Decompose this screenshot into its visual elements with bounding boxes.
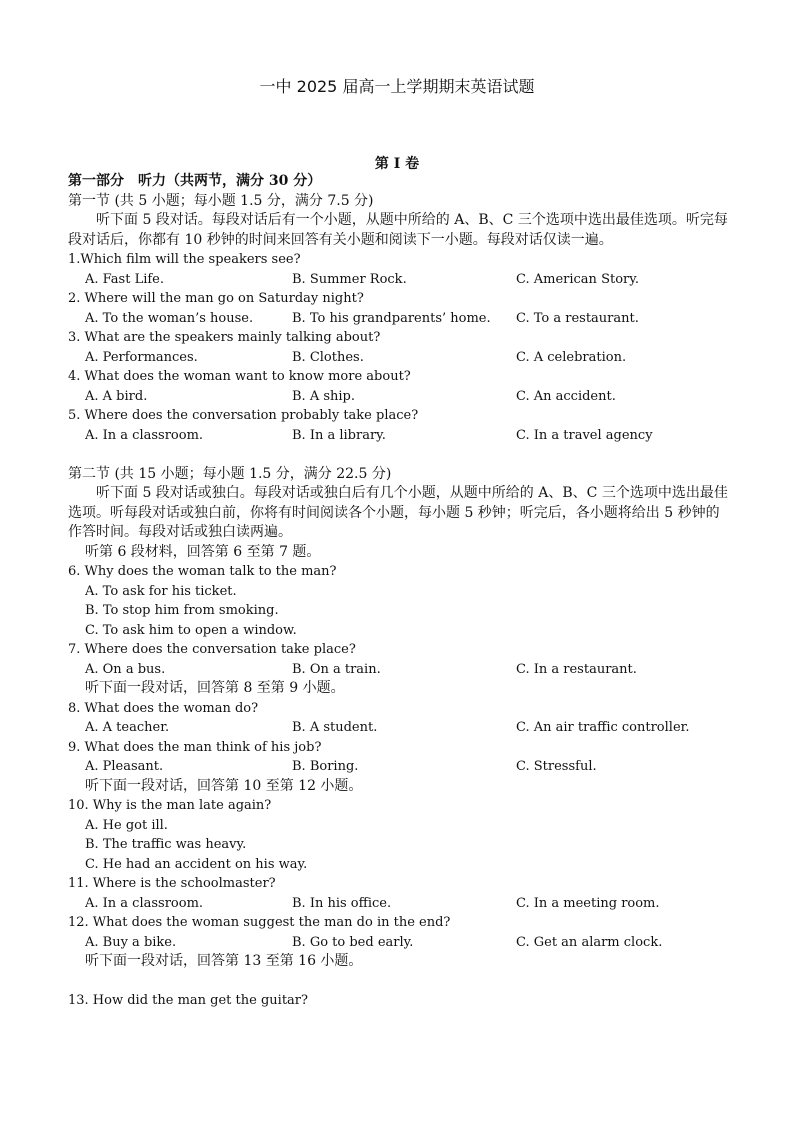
option-a: A. A bird. <box>85 388 148 404</box>
question-block-2 <box>68 289 728 328</box>
option-b: B. Go to bed early. <box>292 934 414 950</box>
option-a: A. To the woman’s house. <box>85 310 254 326</box>
material-instruction-8: 听下面一段对话，回答第 8 至第 9 小题。 <box>85 680 345 696</box>
option-a: A. To ask for his ticket. <box>85 583 237 599</box>
question-text: 11. Where is the schoolmaster? <box>68 876 276 891</box>
options-row <box>68 387 728 407</box>
option-b: B. Summer Rock. <box>292 271 407 287</box>
question-text: 5. Where does the conversation probably take place? <box>68 408 419 423</box>
option-b: B. In his office. <box>292 895 392 911</box>
question-text: 8. What does the woman do? <box>68 700 259 716</box>
question-text: 6. Why does the woman talk to the man? <box>68 564 337 579</box>
question-block-4 <box>68 367 728 406</box>
section2-heading: 第二节 (共 15 小题；每小题 1.5 分，满分 22.5 分) <box>68 465 392 482</box>
option-b: B. On a train. <box>292 661 381 677</box>
option-b: B. Boring. <box>292 759 359 774</box>
option-c: C. A celebration. <box>516 349 627 365</box>
option-c: C. An accident. <box>516 388 616 404</box>
option-b: B. In a library. <box>292 427 386 443</box>
option-a: A. Performances. <box>85 349 198 365</box>
option-b: B. To stop him from smoking. <box>85 603 279 618</box>
option-a: A. Fast Life. <box>85 271 164 287</box>
material-instruction-10: 听下面一段对话，回答第 10 至第 12 小题。 <box>85 777 363 794</box>
question-text: 1.Which film will the speakers see? <box>68 252 301 267</box>
question-text: 10. Why is the man late again? <box>68 798 272 813</box>
option-a: A. He got ill. <box>85 817 168 833</box>
option-c: C. Get an alarm clock. <box>516 934 663 950</box>
options-row <box>68 270 728 290</box>
question-text: 7. Where does the conversation take place? <box>68 642 356 657</box>
question-text: 2. Where will the man go on Saturday night? <box>68 291 364 306</box>
option-a: A. A teacher. <box>85 720 170 735</box>
option-c: C. In a meeting room. <box>516 895 660 911</box>
material-instruction-13: 听下面一段对话，回答第 13 至第 16 小题。 <box>85 953 363 969</box>
option-c: C. To a restaurant. <box>516 310 639 326</box>
section1-instruction-text: 听下面 5 段对话。每段对话后有一个小题，从题中所给的 A、B、C 三个选项中选出最佳选项。听完每段对话后，你都有 10 秒钟的时间来回答有关小题和阅读下一小题。每段对话仅读一遍。 <box>68 212 728 248</box>
question-text: 4. What does the woman want to know more about? <box>68 369 411 384</box>
part-title: 第一部分 听力（共两节，满分 30 分） <box>68 173 322 189</box>
exam-content <box>68 172 728 1011</box>
options-row <box>68 426 728 446</box>
option-b: B. The traffic was heavy. <box>85 837 247 852</box>
question-block-1 <box>68 250 728 289</box>
option-a: A. Buy a bike. <box>85 934 177 950</box>
option-c: C. In a restaurant. <box>516 661 637 677</box>
option-c: C. In a travel agency <box>516 427 653 443</box>
option-c: C. American Story. <box>516 271 639 287</box>
question-text: 3. What are the speakers mainly talking about? <box>68 330 381 345</box>
option-c: C. Stressful. <box>516 759 597 774</box>
option-c: C. He had an accident on his way. <box>85 856 308 872</box>
options-row <box>68 309 728 329</box>
question-block-3 <box>68 328 728 367</box>
option-a: A. On a bus. <box>85 661 166 677</box>
material-instruction-6: 听第 6 段材料，回答第 6 至第 7 题。 <box>85 543 321 560</box>
section2-instruction <box>68 484 728 543</box>
option-b: B. Clothes. <box>292 349 364 365</box>
options-row <box>68 660 728 680</box>
spacer <box>68 445 728 465</box>
option-a: A. Pleasant. <box>85 759 164 774</box>
option-c: C. An air traffic controller. <box>516 720 690 735</box>
question-text: 9. What does the man think of his job? <box>68 739 322 755</box>
options-row <box>68 348 728 368</box>
exam-title: 一中 2025 届高一上学期期末英语试题 <box>259 77 535 96</box>
options-row <box>68 757 728 777</box>
spacer <box>68 972 728 992</box>
option-b: B. A student. <box>292 720 378 735</box>
options-row <box>68 718 728 738</box>
question-block-5 <box>68 406 728 445</box>
option-a: A. In a classroom. <box>85 895 204 911</box>
section1-heading: 第一节 (共 5 小题；每小题 1.5 分，满分 7.5 分) <box>68 192 374 209</box>
option-b: B. To his grandparents’ home. <box>292 310 491 326</box>
options-row <box>68 933 728 953</box>
section1-instruction <box>68 211 728 250</box>
option-c: C. To ask him to open a window. <box>85 622 297 638</box>
question-text: 12. What does the woman suggest the man do in the end? <box>68 915 451 930</box>
options-row <box>68 894 728 914</box>
option-a: A. In a classroom. <box>85 427 204 443</box>
question-text: 13. How did the man get the guitar? <box>68 993 308 1008</box>
section2-instruction-text: 听下面 5 段对话或独白。每段对话或独白后有几个小题，从题中所给的 A、B、C 三个选项中选出最佳选项。听每段对话或独白前，你将有时间阅读各个小题，每小题 5 秒钟；听完后，各小题将给出 5 秒钟的作答时间。每段对话或独白读两遍。 <box>68 485 728 540</box>
volume-heading: 第 I 卷 <box>374 156 420 172</box>
option-b: B. A ship. <box>292 388 355 404</box>
